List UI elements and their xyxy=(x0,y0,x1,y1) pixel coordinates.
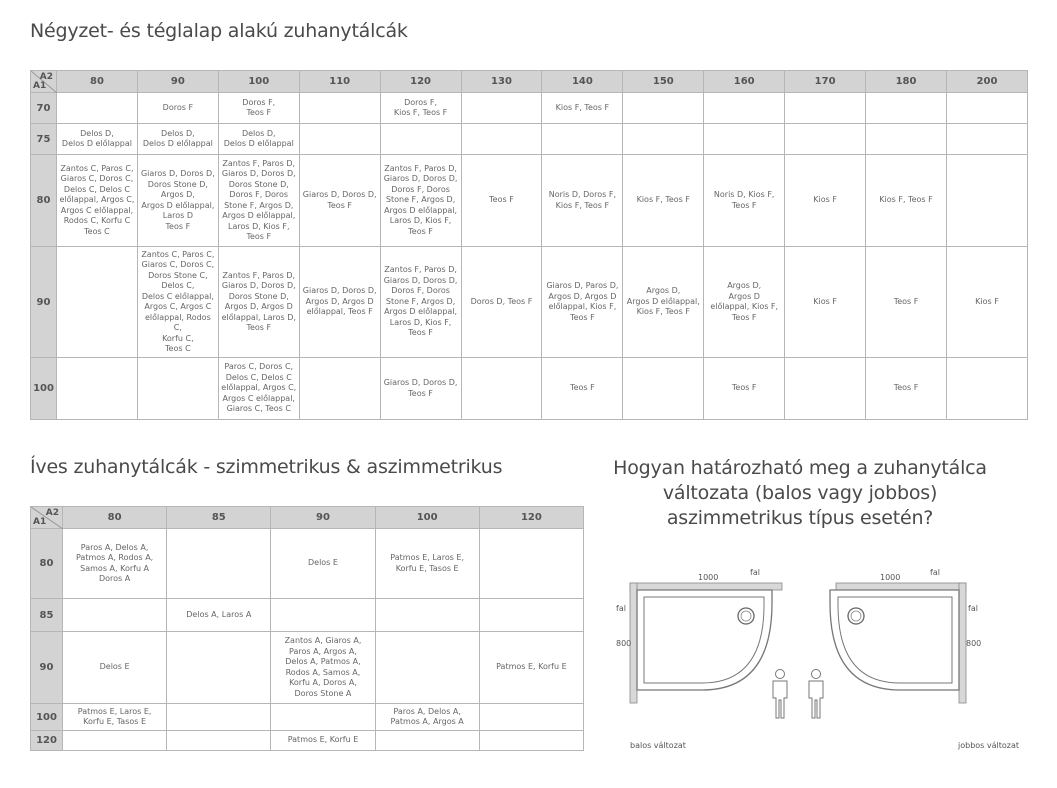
section3-title: Hogyan határozható meg a zuhanytálca változata (balos vagy jobbos) aszimmetrikus típus esetén? xyxy=(613,457,987,529)
table-cell xyxy=(461,124,542,155)
column-header: 80 xyxy=(57,71,138,93)
column-header: 170 xyxy=(785,71,866,93)
table-cell: Kios F xyxy=(785,155,866,247)
table-cell: Doros F xyxy=(137,93,218,124)
table-cell xyxy=(57,247,138,358)
curved-trays-table xyxy=(30,506,584,751)
row-header: 70 xyxy=(31,93,57,124)
row-header: 120 xyxy=(31,731,63,751)
table-corner xyxy=(31,71,57,93)
table-cell: Zantos A, Giaros A, Paros A, Argos A, Delos A, Patmos A, Rodos A, Samos A, Korfu A, Doros A, Doros Stone A xyxy=(271,632,375,704)
table-cell: Giaros D, Doros D, Doros Stone D, Argos D, Argos D előlappal, Laros D Teos F xyxy=(137,155,218,247)
table-cell: Zantos F, Paros D, Giaros D, Doros D, Doros Stone D, Argos D, Argos D előlappal, Laros D, Teos F xyxy=(218,247,299,358)
left-variant-caption: balos változat xyxy=(630,741,686,750)
table-cell xyxy=(704,124,785,155)
corner-row-label: A1 xyxy=(33,517,47,527)
left-wall-top-label: fal xyxy=(750,568,760,577)
table-cell: Noris D, Kios F, Teos F xyxy=(704,155,785,247)
column-header: 120 xyxy=(479,507,583,529)
section2-title: Íves zuhanytálcák - szimmetrikus & aszimmetrikus xyxy=(30,456,503,478)
row-header: 80 xyxy=(31,155,57,247)
table-cell xyxy=(271,599,375,632)
table-cell: Delos D, Delos D előlappal xyxy=(218,124,299,155)
table-cell xyxy=(167,632,271,704)
table-corner xyxy=(31,507,63,529)
table-row xyxy=(31,599,584,632)
table-cell xyxy=(785,93,866,124)
column-header: 90 xyxy=(137,71,218,93)
table-cell: Delos A, Laros A xyxy=(167,599,271,632)
column-header: 150 xyxy=(623,71,704,93)
table-row xyxy=(31,731,584,751)
right-depth-label: 800 xyxy=(966,639,982,648)
table-cell: Zantos C, Paros C, Giaros C, Doros C, Delos C, Delos C előlappal, Argos C, Argos C előlappal, Rodos C, Korfu C Teos C xyxy=(57,155,138,247)
table-cell xyxy=(623,124,704,155)
table-cell: Giaros D, Doros D, Teos F xyxy=(380,358,461,420)
table-cell xyxy=(137,358,218,420)
table-cell: Doros F, Teos F xyxy=(218,93,299,124)
section1-title: Négyzet- és téglalap alakú zuhanytálcák xyxy=(30,20,408,42)
table-cell: Patmos E, Korfu E xyxy=(271,731,375,751)
column-header: 100 xyxy=(218,71,299,93)
row-header: 100 xyxy=(31,704,63,731)
table-cell xyxy=(479,731,583,751)
table-cell xyxy=(461,93,542,124)
table-cell xyxy=(167,704,271,731)
table-cell xyxy=(380,124,461,155)
table-cell xyxy=(299,124,380,155)
table-cell xyxy=(375,599,479,632)
table-cell xyxy=(63,599,167,632)
column-header: 110 xyxy=(299,71,380,93)
table-cell: Noris D, Doros F, Kios F, Teos F xyxy=(542,155,623,247)
table-cell xyxy=(946,358,1027,420)
table-cell xyxy=(375,731,479,751)
table-cell: Teos F xyxy=(542,358,623,420)
table-cell: Patmos E, Laros E, Korfu E, Tasos E xyxy=(375,529,479,599)
column-header: 80 xyxy=(63,507,167,529)
table-cell: Argos D, Argos D előlappal, Kios F, Teos F xyxy=(623,247,704,358)
table-cell xyxy=(57,93,138,124)
table-cell: Paros C, Doros C, Delos C, Delos C előlappal, Argos C, Argos C előlappal, Giaros C, Teos C xyxy=(218,358,299,420)
table-cell xyxy=(946,124,1027,155)
column-header: 180 xyxy=(866,71,947,93)
table-cell xyxy=(946,93,1027,124)
table-cell: Giaros D, Doros D, Teos F xyxy=(299,155,380,247)
table-cell xyxy=(63,731,167,751)
corner-col-label: A2 xyxy=(39,72,53,82)
right-wall-side-label: fal xyxy=(968,604,978,613)
table-row xyxy=(31,93,1028,124)
table-row xyxy=(31,124,1028,155)
table-cell xyxy=(479,529,583,599)
table-cell: Delos D, Delos D előlappal xyxy=(57,124,138,155)
column-header: 200 xyxy=(946,71,1027,93)
table-cell: Teos F xyxy=(461,155,542,247)
table-cell: Delos E xyxy=(271,529,375,599)
table-cell xyxy=(479,704,583,731)
left-wall-side-label: fal xyxy=(616,604,626,613)
table-cell xyxy=(785,358,866,420)
table-row xyxy=(31,358,1028,420)
row-header: 85 xyxy=(31,599,63,632)
column-header: 100 xyxy=(375,507,479,529)
column-header: 85 xyxy=(167,507,271,529)
table-cell xyxy=(946,155,1027,247)
table-cell: Patmos E, Korfu E xyxy=(479,632,583,704)
table-cell xyxy=(542,124,623,155)
right-wall-top-label: fal xyxy=(930,568,940,577)
column-header: 160 xyxy=(704,71,785,93)
row-header: 100 xyxy=(31,358,57,420)
table-cell: Teos F xyxy=(704,358,785,420)
left-width-label: 1000 xyxy=(698,573,719,582)
right-width-label: 1000 xyxy=(880,573,901,582)
table-cell: Doros D, Teos F xyxy=(461,247,542,358)
table-cell xyxy=(866,124,947,155)
table-row xyxy=(31,704,584,731)
table-cell xyxy=(271,704,375,731)
table-cell xyxy=(479,599,583,632)
table-cell: Kios F, Teos F xyxy=(623,155,704,247)
table-cell xyxy=(375,632,479,704)
table-cell xyxy=(167,731,271,751)
row-header: 75 xyxy=(31,124,57,155)
right-variant-diagram xyxy=(808,565,1008,710)
table-row xyxy=(31,155,1028,247)
table-row xyxy=(31,632,584,704)
table-cell xyxy=(623,358,704,420)
table-cell xyxy=(623,93,704,124)
person-icon xyxy=(806,668,826,720)
table-cell: Paros A, Delos A, Patmos A, Argos A xyxy=(375,704,479,731)
table-cell: Kios F xyxy=(946,247,1027,358)
table-cell: Patmos E, Laros E, Korfu E, Tasos E xyxy=(63,704,167,731)
table-cell: Paros A, Delos A, Patmos A, Rodos A, Samos A, Korfu A Doros A xyxy=(63,529,167,599)
table-cell: Argos D, Argos D előlappal, Kios F, Teos F xyxy=(704,247,785,358)
corner-col-label: A2 xyxy=(45,508,59,518)
table-cell: Zantos F, Paros D, Giaros D, Doros D, Doros F, Doros Stone F, Argos D, Argos D előlappal, Laros D, Kios F, Teos F xyxy=(380,155,461,247)
table-cell: Kios F xyxy=(785,247,866,358)
table-cell: Zantos C, Paros C, Giaros C, Doros C, Doros Stone C, Delos C, Delos C előlappal, Argos C, Argos C előlappal, Rodos C, Korfu C, Teos C xyxy=(137,247,218,358)
table-cell: Giaros D, Paros D, Argos D, Argos D előlappal, Kios F, Teos F xyxy=(542,247,623,358)
table-cell: Kios F, Teos F xyxy=(542,93,623,124)
table-cell xyxy=(461,358,542,420)
table-cell: Delos E xyxy=(63,632,167,704)
table-row xyxy=(31,247,1028,358)
table-row xyxy=(31,529,584,599)
table-cell: Zantos F, Paros D, Giaros D, Doros D, Doros F, Doros Stone F, Argos D, Argos D előlappal, Laros D, Kios F, Teos F xyxy=(380,247,461,358)
table-cell: Zantos F, Paros D, Giaros D, Doros D, Doros Stone D, Doros F, Doros Stone F, Argos D, Argos D előlappal, Laros D, Kios F, Teos F xyxy=(218,155,299,247)
table-cell xyxy=(299,93,380,124)
row-header: 90 xyxy=(31,247,57,358)
column-header: 120 xyxy=(380,71,461,93)
table-cell: Doros F, Kios F, Teos F xyxy=(380,93,461,124)
row-header: 90 xyxy=(31,632,63,704)
rect-trays-table xyxy=(30,70,1028,420)
table-cell xyxy=(704,93,785,124)
table-cell: Giaros D, Doros D, Argos D, Argos D előlappal, Teos F xyxy=(299,247,380,358)
table-cell xyxy=(167,529,271,599)
corner-row-label: A1 xyxy=(33,81,47,91)
row-header: 80 xyxy=(31,529,63,599)
table-cell: Teos F xyxy=(866,358,947,420)
table-cell xyxy=(57,358,138,420)
table-cell: Delos D, Delos D előlappal xyxy=(137,124,218,155)
person-icon xyxy=(770,668,790,720)
column-header: 90 xyxy=(271,507,375,529)
table-cell xyxy=(866,93,947,124)
table-cell xyxy=(299,358,380,420)
table-cell: Teos F xyxy=(866,247,947,358)
left-depth-label: 800 xyxy=(616,639,632,648)
column-header: 140 xyxy=(542,71,623,93)
table-cell xyxy=(785,124,866,155)
table-cell: Kios F, Teos F xyxy=(866,155,947,247)
right-variant-caption: jobbos változat xyxy=(958,741,1020,750)
column-header: 130 xyxy=(461,71,542,93)
